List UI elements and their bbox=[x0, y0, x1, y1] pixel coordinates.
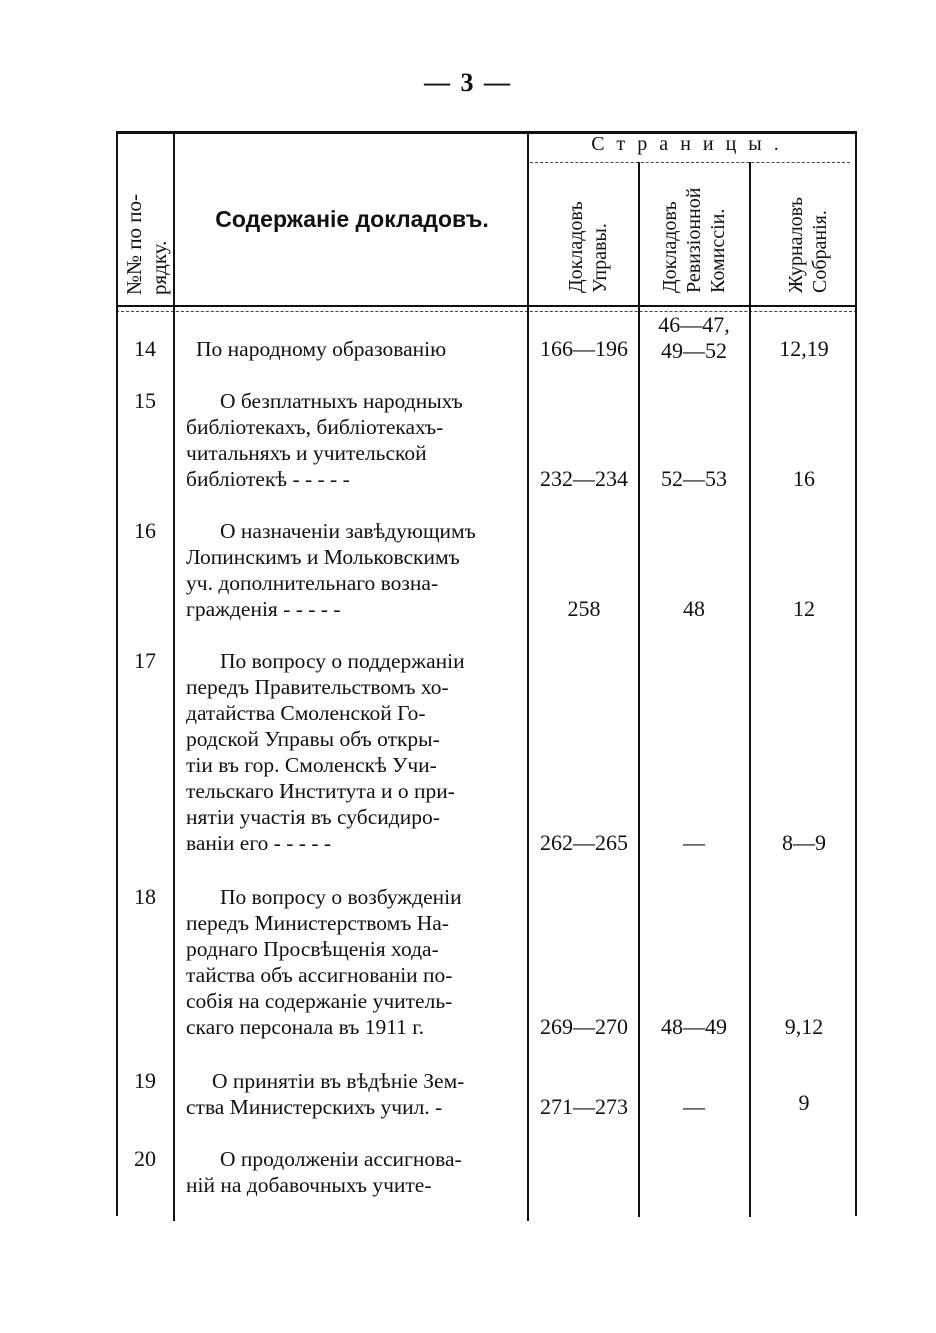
row-14-c1: 166—196 bbox=[540, 336, 628, 361]
column-rule-right bbox=[855, 131, 857, 1216]
row-16-c1: 258 bbox=[567, 596, 601, 621]
pages-subheader-rule bbox=[530, 162, 850, 163]
header-pages-title: Страницы. bbox=[591, 133, 791, 155]
header-content-label: Содержаніе докладовъ. bbox=[215, 206, 489, 232]
row-17-c2: — bbox=[683, 830, 705, 855]
row-20-content: О продолженіи ассигнова- ній на добавочныхъ учите- bbox=[186, 1147, 462, 1197]
column-rule-number bbox=[173, 131, 175, 1221]
row-14-c2: 46—47, 49—52 bbox=[658, 312, 730, 363]
row-15-c2: 52—53 bbox=[661, 466, 727, 491]
column-rule-c2 bbox=[749, 162, 751, 1217]
row-17-content: По вопросу о поддержаніи передъ Правительствомъ хо- датайства Смоленской Го- родской Управы объ откры- тіи въ гор. Смоленскѣ Учи- тельскаго Института и о при- нятіи участія въ субсидиро- ваніи его - - - - - bbox=[186, 649, 465, 855]
row-19-c1: 271—273 bbox=[540, 1094, 628, 1119]
column-rule-content bbox=[527, 131, 529, 1221]
header-c2: Докладовъ Ревизіонной Комиссіи. bbox=[659, 187, 729, 293]
row-15-c1: 232—234 bbox=[540, 466, 628, 491]
row-15-number: 15 bbox=[134, 388, 156, 413]
row-15-c3: 16 bbox=[793, 466, 815, 491]
row-19-c2: — bbox=[683, 1094, 705, 1119]
row-18-c2: 48—49 bbox=[661, 1014, 727, 1039]
header-number-label: №№ по по- рядку. bbox=[122, 193, 171, 295]
row-17-c3: 8—9 bbox=[782, 830, 826, 855]
row-20-number: 20 bbox=[134, 1146, 156, 1171]
header-bottom-rule bbox=[116, 305, 857, 307]
page-number: — 3 — bbox=[424, 68, 512, 97]
row-18-content: По вопросу о возбужденіи передъ Министерствомъ На- роднаго Просвѣщенія хода- тайства объ ассигнованіи по- собія на содержаніе учитель- скаго персонала въ 1911 г. bbox=[186, 885, 462, 1039]
row-18-c1: 269—270 bbox=[540, 1014, 628, 1039]
header-number-column bbox=[118, 150, 172, 300]
row-14-c3: 12,19 bbox=[779, 336, 829, 361]
row-19-number: 19 bbox=[134, 1068, 156, 1093]
row-17-c1: 262—265 bbox=[540, 830, 628, 855]
row-16-c2: 48 bbox=[683, 596, 705, 621]
row-16-number: 16 bbox=[134, 518, 156, 543]
header-c1: Докладовъ Управы. bbox=[565, 201, 611, 293]
row-18-c3: 9,12 bbox=[784, 1014, 824, 1039]
row-16-c3: 12 bbox=[793, 596, 815, 621]
row-16-content: О назначеніи завѣдующимъ Лопинскимъ и Мольковскимъ уч. дополнительнаго возна- гражденія - - - - - bbox=[186, 519, 476, 621]
row-19-c3: 9 bbox=[798, 1090, 810, 1115]
row-18-number: 18 bbox=[134, 884, 156, 909]
row-14-number: 14 bbox=[134, 336, 156, 361]
row-14-content: По народному образованію bbox=[196, 337, 447, 361]
row-15-content: О безплатныхъ народныхъ библіотекахъ, библіотекахъ- читальняхъ и учительской библіотекѣ - - - - - bbox=[186, 389, 463, 491]
row-19-content: О принятіи въ вѣдѣніе Зем- ства Министерскихъ учил. - bbox=[186, 1069, 465, 1119]
header-c3: Журналовъ Собранія. bbox=[785, 197, 831, 293]
row-17-number: 17 bbox=[134, 648, 156, 673]
